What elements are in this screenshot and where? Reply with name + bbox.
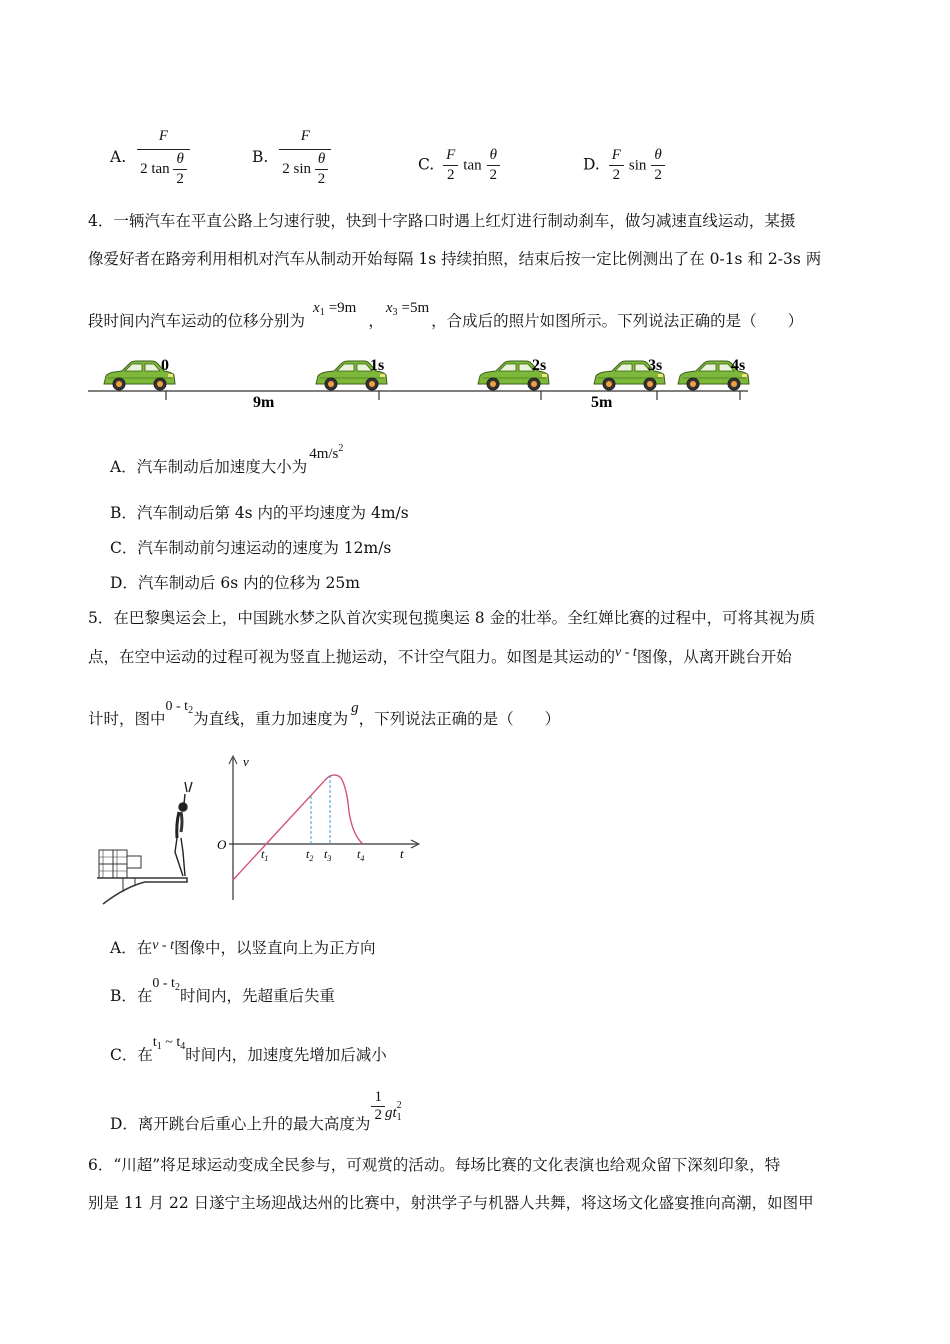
time-label-2s: 2s xyxy=(532,357,547,374)
coef: 2 xyxy=(140,160,148,177)
x-var: x xyxy=(385,300,393,316)
angle-den: 2 xyxy=(489,167,498,183)
fraction xyxy=(137,128,190,188)
text: 计时，图中 xyxy=(88,710,166,728)
func: tan xyxy=(151,160,170,177)
range: 0 - t xyxy=(152,976,175,991)
sup: 2 xyxy=(338,443,344,454)
range-sub: 2 xyxy=(174,982,180,993)
g-symbol: g xyxy=(351,700,359,716)
interval-expr xyxy=(153,1035,185,1050)
x-sub: 1 xyxy=(319,307,325,318)
q5-stem-line3 xyxy=(88,699,561,730)
x3-expr xyxy=(386,300,429,316)
t-axis-label: t xyxy=(400,846,404,861)
range-expr xyxy=(152,976,180,991)
coef: 2 xyxy=(282,160,290,177)
q3-option-c xyxy=(418,147,500,184)
text: C．在 xyxy=(110,1046,153,1064)
t1-sub: 1 xyxy=(156,1041,162,1052)
x-val: =9m xyxy=(328,300,357,316)
v-axis-label: v xyxy=(243,754,249,769)
half-fraction xyxy=(371,1090,385,1123)
gt-expr xyxy=(384,1099,402,1123)
den: 2 xyxy=(374,1107,382,1123)
distance-label-9m: 9m xyxy=(253,394,275,411)
range-expr xyxy=(166,699,194,714)
q4-stem-line3 xyxy=(88,300,804,332)
angle-den: 2 xyxy=(317,171,326,187)
option-label: C. xyxy=(418,155,435,174)
fraction xyxy=(609,147,624,184)
tick-t2: $t_2$ xyxy=(306,847,314,863)
vt-expr: v - t xyxy=(152,938,174,953)
text: A．在 xyxy=(110,939,153,957)
text: 点，在空中运动的过程可视为竖直上抛运动，不计空气阻力。如图是其运动的 xyxy=(88,648,616,666)
q3-option-a xyxy=(110,128,190,188)
distance-label-5m: 5m xyxy=(591,394,613,411)
numerator: F xyxy=(137,128,190,150)
option-label: B. xyxy=(252,148,269,166)
text: 图像，从离开跳台开始 xyxy=(636,648,792,666)
diving-platform xyxy=(97,850,187,904)
tick-t1: $t_1$ xyxy=(261,847,269,863)
time-label-3s: 3s xyxy=(648,357,663,374)
half-angle xyxy=(173,151,187,188)
gt: gt xyxy=(384,1104,397,1121)
time-label-1s: 1s xyxy=(370,357,385,374)
q6-stem-line1: 6．“川超”将足球运动变成全民参与，可观赏的活动。每场比赛的文化表演也给观众留下深刻印象，特 xyxy=(88,1156,781,1174)
angle: θ xyxy=(315,151,329,170)
q5-option-a xyxy=(110,938,376,957)
numerator: F xyxy=(279,128,331,150)
q4-option-a xyxy=(110,443,344,476)
func: tan xyxy=(463,157,482,174)
num: 1 xyxy=(371,1090,385,1107)
func: sin xyxy=(628,157,647,174)
origin-label: O xyxy=(217,837,227,852)
text: ，合成后的照片如图所示。下列说法正确的是（ ） xyxy=(431,312,804,330)
denominator xyxy=(137,150,190,188)
q6-stem-line2: 别是 11 月 22 日遂宁主场迎战达州的比赛中，射洪学子与机器人共舞，将这场文化盛宴推向高潮，如图甲 xyxy=(88,1194,814,1212)
numerator: F xyxy=(443,147,458,166)
x-var: x xyxy=(313,300,320,316)
q4-stem-line2: 像爱好者在路旁利用相机对汽车从制动开始每隔 1s 持续拍照，结束后按一定比例测出了在 0-1s 和 2-3s 两 xyxy=(88,250,822,268)
q4-option-b: B．汽车制动后第 4s 内的平均速度为 4m/s xyxy=(110,504,409,522)
angle: θ xyxy=(487,147,501,166)
t4-sub: 4 xyxy=(180,1041,186,1052)
half-angle xyxy=(487,147,501,184)
q3-option-d xyxy=(583,147,665,184)
q5-stem-line1: 5．在巴黎奥运会上，中国跳水梦之队首次实现包揽奥运 8 金的壮举。全红婵比赛的过程中，可将其视为质 xyxy=(88,609,816,627)
denominator: 2 xyxy=(612,167,621,183)
q4-option-c: C．汽车制动前匀速运动的速度为 12m/s xyxy=(110,539,392,557)
tilde: ~ t xyxy=(161,1035,181,1050)
text: 图像中，以竖直向上为正方向 xyxy=(173,939,376,957)
x-val: =5m xyxy=(401,300,430,316)
diver-vt-figure xyxy=(95,752,435,910)
accel-value xyxy=(309,443,344,462)
tick-t4: $t_4$ xyxy=(357,847,365,863)
time-label-4s: 4s xyxy=(731,357,746,374)
q4-stem-line1: 4．一辆汽车在平直公路上匀速行驶，快到十字路口时遇上红灯进行制动刹车，做匀减速直线运动，某摄 xyxy=(88,212,796,230)
q3-option-b xyxy=(252,128,331,188)
text: 时间内，加速度先增加后减小 xyxy=(185,1046,387,1064)
denominator: 2 xyxy=(447,167,455,183)
fraction xyxy=(279,128,331,188)
sub: 1 xyxy=(396,1111,402,1123)
angle-den: 2 xyxy=(654,167,662,183)
vt-curve xyxy=(233,775,363,880)
x1-expr xyxy=(313,300,356,316)
range: 0 - t xyxy=(165,699,189,714)
text: ，下列说法正确的是（ ） xyxy=(358,710,561,728)
sup: 2 xyxy=(396,1099,402,1111)
half-angle xyxy=(315,151,329,188)
t1: t xyxy=(152,1035,157,1050)
denominator xyxy=(279,150,331,188)
angle-den: 2 xyxy=(176,171,184,187)
half-angle xyxy=(651,147,665,184)
tick-t3: $t_3$ xyxy=(324,847,332,863)
val: 4m/s xyxy=(309,446,339,462)
comma: ， xyxy=(368,312,384,330)
range-sub: 2 xyxy=(188,705,194,716)
text: A．汽车制动后加速度大小为 xyxy=(110,458,308,476)
text: 为直线，重力加速度为 xyxy=(193,710,349,728)
fraction xyxy=(443,147,458,184)
numerator: F xyxy=(609,147,624,166)
car-motion-figure xyxy=(88,348,758,412)
text: 段时间内汽车运动的位移分别为 xyxy=(88,312,306,330)
q5-option-d xyxy=(110,1089,402,1133)
text: 时间内，先超重后失重 xyxy=(179,987,335,1005)
angle: θ xyxy=(173,151,187,170)
q5-option-b xyxy=(110,976,335,1007)
text: D．离开跳台后重心上升的最大高度为 xyxy=(110,1114,371,1133)
angle: θ xyxy=(651,147,665,166)
x-sub: 3 xyxy=(392,307,398,318)
func: sin xyxy=(293,160,312,177)
q4-option-d: D．汽车制动后 6s 内的位移为 25m xyxy=(110,574,360,592)
vt-expr: v - t xyxy=(615,645,637,660)
time-label-0: 0 xyxy=(161,357,169,374)
option-label: A. xyxy=(110,148,127,166)
option-label: D. xyxy=(583,155,600,174)
diver-figure xyxy=(175,782,192,876)
text: B．在 xyxy=(110,987,153,1005)
q5-option-c xyxy=(110,1035,387,1066)
q5-stem-line2 xyxy=(88,645,792,666)
